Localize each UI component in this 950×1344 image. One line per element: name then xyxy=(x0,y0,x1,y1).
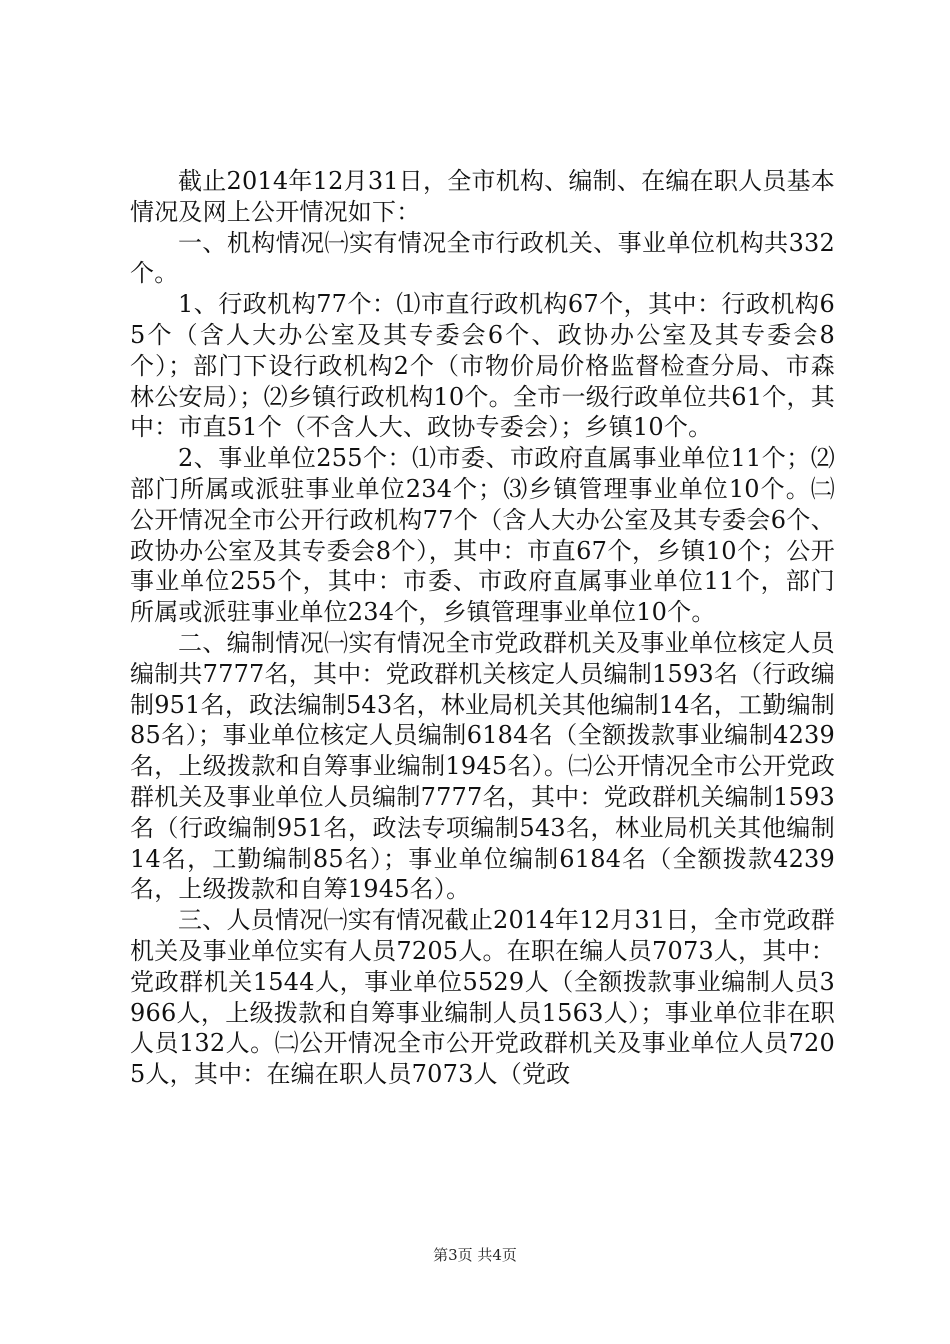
page-footer: 第3页 共4页 xyxy=(433,1246,517,1264)
paragraph-intro: 截止2014年12月31日，全市机构、编制、在编在职人员基本情况及网上公开情况如下： xyxy=(130,167,835,226)
paragraph-staffing: 二、编制情况㈠实有情况全市党政群机关及事业单位核定人员编制共7777名，其中：党政群机关核定人员编制1593名（行政编制951名，政法编制543名，林业局机关其他编制14名，工勤编制85名）；事业单位核定人员编制6184名（全额拨款事业编制4239名，上级拨款和自筹事业编制1945名）。㈡公开情况全市公开党政群机关及事业单位人员编制7777名，其中：党政群机关编制1593名（行政编制951名，政法专项编制543名，林业局机关其他编制14名，工勤编制85名）；事业单位编制6184名（全额拨款4239名，上级拨款和自筹1945名）。 xyxy=(130,628,835,904)
paragraph-personnel: 三、人员情况㈠实有情况截止2014年12月31日，全市党政群机关及事业单位实有人员7205人。在职在编人员7073人，其中：党政群机关1544人，事业单位5529人（全额拨款事业编制人员3966人，上级拨款和自筹事业编制人员1563人）；事业单位非在职人员132人。㈡公开情况全市公开党政群机关及事业单位人员7205人，其中：在编在职人员7073人（党政 xyxy=(130,906,835,1089)
paragraph-institutions: 一、机构情况㈠实有情况全市行政机关、事业单位机构共332个。 xyxy=(130,228,835,288)
document-body xyxy=(130,166,835,1090)
paragraph-public-institutions: 2、事业单位255个：⑴市委、市政府直属事业单位11个；⑵部门所属或派驻事业单位234个；⑶乡镇管理事业单位10个。㈡公开情况全市公开行政机构77个（含人大办公室及其专委会6个、政协办公室及其专委会8个），其中：市直67个，乡镇10个；公开事业单位255个，其中：市委、市政府直属事业单位11个，部门所属或派驻事业单位234个，乡镇管理事业单位10个。 xyxy=(130,444,835,627)
paragraph-administrative: 1、行政机构77个：⑴市直行政机构67个，其中：行政机构65个（含人大办公室及其专委会6个、政协办公室及其专委会8个）；部门下设行政机构2个（市物价局价格监督检查分局、市森林公安局）；⑵乡镇行政机构10个。全市一级行政单位共61个，其中：市直51个（不含人大、政协专委会）；乡镇10个。 xyxy=(130,290,835,442)
